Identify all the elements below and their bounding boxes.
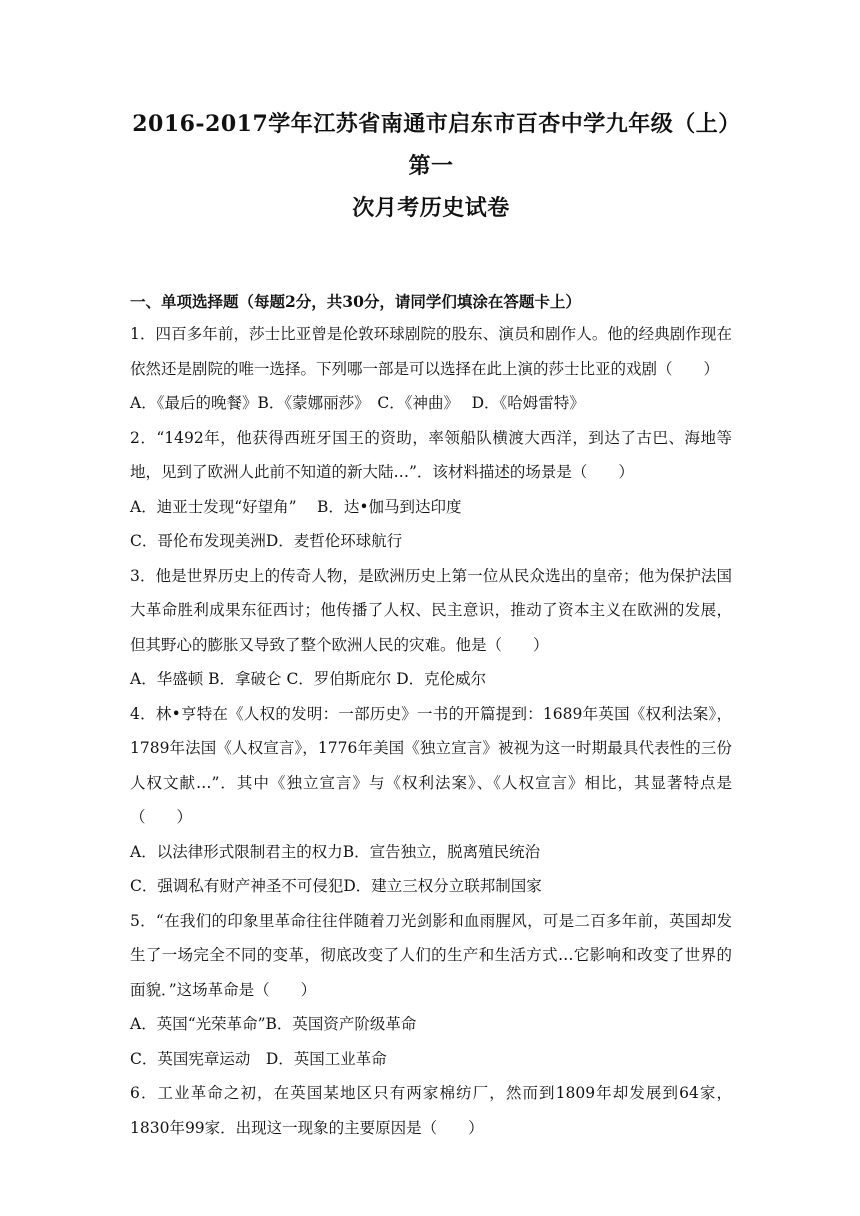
exam-title-line-2: 次月考历史试卷 <box>352 195 510 221</box>
question-stem: 3．他是世界历史上的传奇人物，是欧洲历史上第一位从民众选出的皇帝；他为保护法国大革命胜利成果东征西讨；他传播了人权、民主意识，推动了资本主义在欧洲的发展，但其野心的膨胀又导致了整个欧洲人民的灾难。他是（ ） <box>130 566 732 654</box>
exam-title <box>130 103 732 229</box>
option-row: A．迪亚士发现“好望角” B．达•伽马到达印度 <box>130 497 462 516</box>
question-6 <box>130 1076 732 1145</box>
question-4 <box>130 697 732 904</box>
option-row: C．英国宪章运动 D．英国工业革命 <box>130 1049 387 1068</box>
question-stem: 6．工业革命之初，在英国某地区只有两家棉纺厂，然而到1809年却发展到64家，1830年99家．出现这一现象的主要原因是（ ） <box>130 1084 732 1137</box>
question-1 <box>130 317 732 421</box>
question-5 <box>130 904 732 1077</box>
section-heading: 一、单项选择题（每题2分，共30分，请同学们填涂在答题卡上） <box>130 292 581 311</box>
option-row: A．英国“光荣革命”B．英国资产阶级革命 <box>130 1015 417 1033</box>
option-row: A．华盛顿 B．拿破仑 C．罗伯斯庇尔 D．克伦威尔 <box>130 670 487 688</box>
option-row: C．强调私有财产神圣不可侵犯D．建立三权分立联邦制国家 <box>130 877 542 895</box>
question-stem: 5．“在我们的印象里革命往往伴随着刀光剑影和血雨腥风，可是二百多年前，英国却发生了一场完全不同的变革，彻底改变了人们的生产和生活方式…它影响和改变了世界的面貌．”这场革命是（ ） <box>130 911 732 999</box>
question-3 <box>130 559 732 697</box>
option-row: A．以法律形式限制君主的权力B．宣告独立，脱离殖民统治 <box>130 842 541 861</box>
option-row: C．哥伦布发现美洲D．麦哲伦环球航行 <box>130 532 403 550</box>
option-row: A．《最后的晚餐》B．《蒙娜丽莎》 C．《神曲》 D．《哈姆雷特》 <box>130 394 585 412</box>
question-stem: 4．林•亨特在《人权的发明：一部历史》一书的开篇提到：1689年英国《权利法案》，1789年法国《人权宣言》，1776年美国《独立宣言》被视为这一时期最具代表性的三份人权文献…”．其中《独立宣言》与《权利法案》、《人权宣言》相比，其显著特点是（ ） <box>130 704 732 826</box>
question-stem: 2．“1492年，他获得西班牙国王的资助，率领船队横渡大西洋，到达了古巴、海地等地，见到了欧洲人此前不知道的新大陆…”．该材料描述的场景是（ ） <box>130 428 732 481</box>
exam-title-line-1: 2016-2017学年江苏省南通市启东市百杏中学九年级（上）第一 <box>132 111 730 179</box>
question-2 <box>130 421 732 559</box>
question-stem: 1．四百多年前，莎士比亚曾是伦敦环球剧院的股东、演员和剧作人。他的经典剧作现在依然还是剧院的唯一选择。下列哪一部是可以选择在此上演的莎士比亚的戏剧（ ） <box>130 325 732 378</box>
